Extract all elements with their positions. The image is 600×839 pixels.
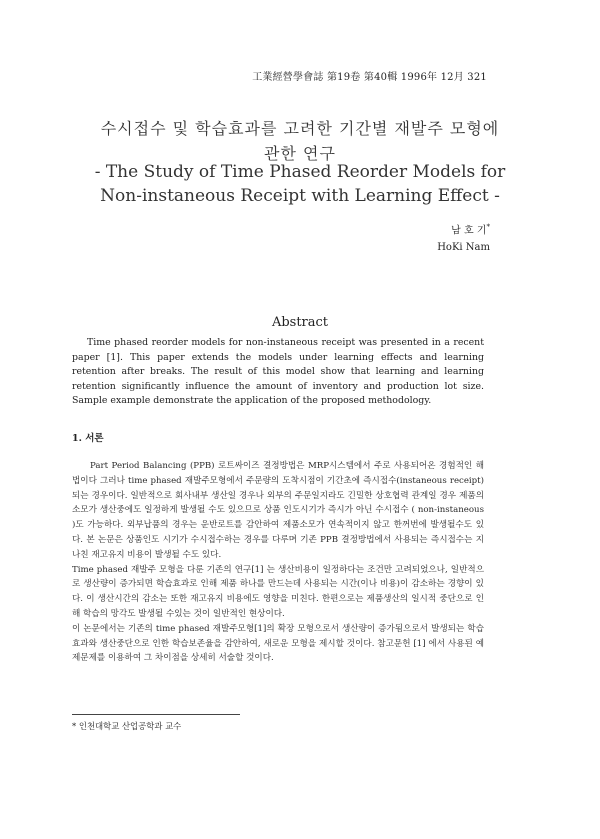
english-title [40, 160, 560, 208]
korean-title [60, 116, 540, 166]
author-korean [437, 219, 490, 239]
abstract-text [72, 336, 484, 409]
body-paragraph-3: 이 논문에서는 기존의 time phased 재발주모형[1]의 확장 모형으로서 생산량이 증가됨으로서 발생되는 학습효과와 생산중단으로 인한 학습보존율을 감안하여, 새로운 모형을 제시할 것이다. 참고문헌 [1] 에서 사용된 예제문제를 이용하여 그 차이점을 상세히 서술할 것이다. [72, 623, 484, 664]
footnote-divider [72, 714, 240, 715]
english-title-line2: Non-instaneous Receipt with Learning Effect - [100, 186, 500, 206]
english-title-line1: - The Study of Time Phased Reorder Models for [94, 162, 506, 182]
running-head: 工業經營學會誌 第19卷 第40輯 1996年 12月 321 [252, 72, 487, 83]
section-body [72, 459, 484, 666]
footnote: * 인천대학교 산업공학과 교수 [72, 721, 182, 731]
author-korean-name: 남 호 기 [451, 225, 487, 237]
author-block [437, 219, 490, 256]
author-english-name: HoKi Nam [437, 242, 490, 254]
author-marker: * [486, 223, 490, 231]
abstract-body: Time phased reorder models for non-instaneous receipt was presented in a recent paper [1]. This paper extends the models under learning effects and learning retention after breaks. The result of this model show that learning and learning retention significantly influence the amount of inventory and production lot size. Sample example demonstrate the application of the proposed methodology. [72, 337, 484, 407]
korean-title-line1: 수시접수 및 학습효과를 고려한 기간별 재발주 모형에 [100, 119, 500, 138]
abstract-heading: Abstract [271, 315, 329, 330]
body-paragraph-2: Time phased 재발주 모형을 다룬 기존의 연구[1] 는 생산비용이 일정하다는 조건만 고려되었으나, 일반적으로 생산량이 증가되면 학습효과로 인해 제품 하나를 만드는데 사용되는 시간(이나 비용)이 감소하는 경향이 있다. 이 생산시간의 감소는 또한 재고유지 비용에도 영향을 미친다. 한편으로는 제품생산의 일시적 중단으로 인해 학습의 망각도 발생될 수있는 것이 일반적인 현상이다. [72, 564, 484, 619]
korean-title-line2: 관한 연구 [264, 144, 336, 163]
section-heading-introduction: 1. 서론 [72, 433, 104, 444]
body-paragraph-1: Part Period Balancing (PPB) 로트싸이즈 결정방법은 MRP시스템에서 주로 사용되어온 경험적인 해법이다 그러나 time phased 재발주모형에서 주문량의 도착시점이 기간초에 즉시접수(instaneous receipt)되는 경우이다. 일반적으로 회사내부 생산일 경우나 외부의 주문일지라도 긴밀한 상호협력 관계일 경우 제품의 소모가 생산중에도 일정하게 발생될 수도 있으므로 상품 인도시기가 즉시가 아닌 수시접수 ( non-instaneous )도 가능하다. 외부납품의 경우는 운반로트를 감안하여 제품소모가 연속적이지 않고 한꺼번에 발생될수도 있다. 본 논문은 상품인도 시기가 수시접수하는 경우를 다루며 기존 PPB 결정방법에서 사용되는 즉시접수는 지나친 재고유지 비용이 발생될 수도 있다. [72, 461, 484, 560]
